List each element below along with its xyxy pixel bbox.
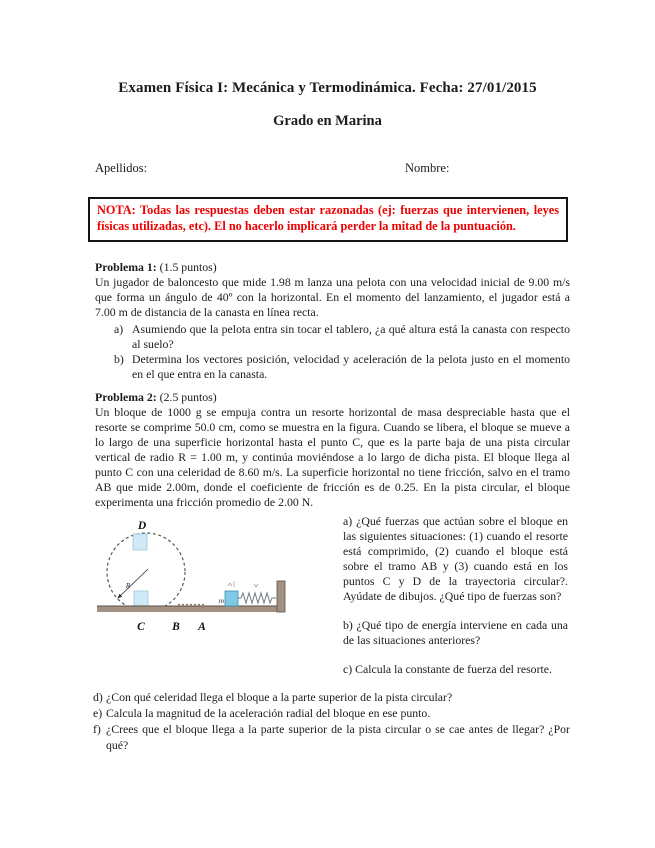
exam-subtitle: Grado en Marina bbox=[273, 113, 382, 129]
point-label-C: C bbox=[137, 621, 145, 633]
problema2-side-questions bbox=[343, 514, 568, 691]
list-item-text: ¿Crees que el bloque llega a la parte superior de la pista circular o se cae antes de llegar? ¿Por qué? bbox=[106, 722, 570, 752]
list-item bbox=[114, 322, 570, 352]
list-item-marker: d) bbox=[93, 690, 103, 704]
list-item bbox=[93, 705, 570, 721]
block-at-C bbox=[134, 591, 148, 606]
list-item-text: Asumiendo que la pelota entra sin tocar el tablero, ¿a qué altura está la canasta con respecto al suelo? bbox=[132, 322, 570, 351]
problema2-heading bbox=[95, 390, 217, 405]
problema2-body: Un bloque de 1000 g se empuja contra un resorte horizontal de masa despreciable hasta que el resorte se comprime 50.0 cm, como se muestra en la figura. Cuando se libera, el bloque se mueve a lo largo de una superficie horizontal hasta el punto C, que es la parte baja de una pista circular vertical de radio R = 1.00 m, y continúa moviéndose a lo largo de dicha pista. El bloque llega al punto C con una celeridad de 8.60 m/s. La superficie horizontal no tiene fricción, salvo en el tramo AB que mide 2.00m, donde el coeficiente de fricción es de 0.25. En la pista circular, el bloque experimenta una fricción promedio de 2.00 N. bbox=[95, 405, 570, 509]
nota-box bbox=[88, 197, 568, 242]
ground bbox=[97, 606, 284, 612]
exam-title: Examen Física I: Mecánica y Termodinámica. Fecha: 27/01/2015 bbox=[118, 80, 537, 96]
side-question-b: b) ¿Qué tipo de energía interviene en cada una de las situaciones anteriores? bbox=[343, 618, 568, 647]
list-item bbox=[93, 689, 570, 705]
list-item-text: ¿Con qué celeridad llega el bloque a la parte superior de la pista circular? bbox=[106, 690, 453, 704]
point-label-D: D bbox=[137, 520, 147, 532]
nota-text: NOTA: Todas las respuestas deben estar razonadas (ej: fuerzas que intervienen, leyes físicas utilizadas, etc). El no hacerlo implicará perder la mitad de la puntuación. bbox=[97, 203, 559, 233]
side-question-c: c) Calcula la constante de fuerza del resorte. bbox=[343, 662, 552, 676]
spring-coil bbox=[238, 593, 276, 603]
wall bbox=[277, 581, 285, 612]
problema2-bottom-list bbox=[93, 689, 570, 753]
mass-label: m bbox=[218, 596, 224, 605]
apellidos-label: Apellidos: bbox=[95, 161, 148, 175]
nombre-label: Nombre: bbox=[405, 161, 450, 175]
block-at-D bbox=[133, 534, 147, 550]
problema1-points: (1.5 puntos) bbox=[159, 260, 217, 274]
radius-label: R bbox=[125, 581, 131, 590]
side-question-a: a) ¿Qué fuerzas que actúan sobre el bloque en las siguientes situaciones: (1) cuando el resorte está comprimido, (2) cuando el bloque está sobre el tramo AB y (3) cuando está en los puntos C y D de la trayectoria circular?. Ayúdate de dibujos. ¿Qué tipo de fuerzas son? bbox=[343, 514, 568, 603]
point-label-A: A bbox=[198, 621, 206, 633]
list-item-text: Calcula la magnitud de la aceleración radial del bloque en ese punto. bbox=[106, 706, 431, 720]
block-on-spring bbox=[225, 591, 238, 606]
list-item-marker: f) bbox=[93, 722, 101, 736]
problema1-heading bbox=[95, 260, 217, 275]
problema2-points: (2.5 puntos) bbox=[159, 390, 217, 404]
list-item bbox=[93, 721, 570, 753]
problema1-heading-label: Problema 1: bbox=[95, 260, 157, 274]
figure-svg bbox=[95, 511, 291, 641]
dimension-ticks bbox=[228, 581, 258, 587]
list-item-marker: b) bbox=[114, 352, 124, 366]
list-item-text: Determina los vectores posición, velocidad y aceleración de la pelota justo en el momento en el que entra en la canasta. bbox=[132, 352, 570, 381]
problema2-figure bbox=[95, 511, 291, 641]
list-item-marker: a) bbox=[114, 322, 124, 336]
list-item bbox=[114, 352, 570, 382]
problema1-list bbox=[114, 322, 570, 382]
problema1-body: Un jugador de baloncesto que mide 1.98 m lanza una pelota con una velocidad inicial de 9.00 m/s que forma un ángulo de 40º con la horizontal. En el momento del lanzamiento, el jugador está a 7.00 m de distancia de la canasta en línea recta. bbox=[95, 275, 570, 319]
point-label-B: B bbox=[172, 621, 180, 633]
problema2-heading-label: Problema 2: bbox=[95, 390, 157, 404]
list-item-marker: e) bbox=[93, 706, 103, 720]
